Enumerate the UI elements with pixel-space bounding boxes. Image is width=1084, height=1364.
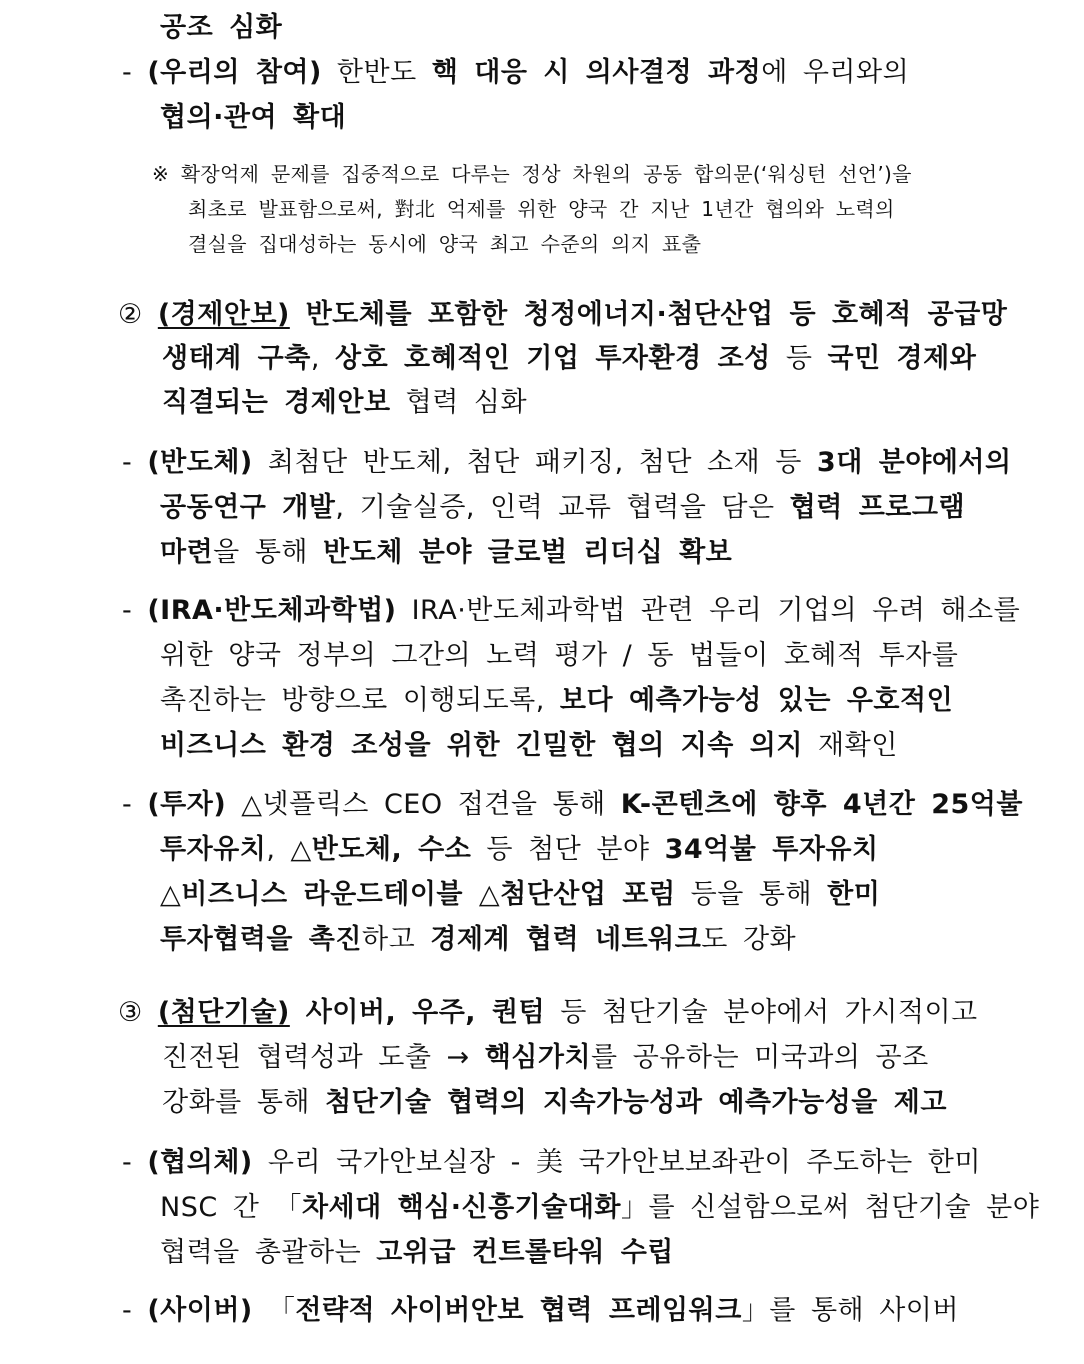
council-line-1: - (협의체) 우리 국가안보실장 - 美 국가안보보좌관이 주도하는 한미 [122,1147,981,1178]
invest-line-3: △비즈니스 라운드테이블 △첨단산업 포럼 등을 통해 한미 [160,879,881,910]
ira-dash: - [122,595,133,626]
invest-line-4: 투자협력을 촉진하고 경제계 협력 네트워크도 강화 [160,924,797,955]
participation-dash: - [122,57,133,88]
semi-heading: (반도체) [147,447,253,478]
semi-line-3: 마련을 통해 반도체 분야 글로벌 리더십 확보 [160,537,733,568]
invest-line-2: 투자유치, △반도체, 수소 등 첨단 분야 34억불 투자유치 [160,834,879,865]
note-line-2: 최초로 발표함으로써, 對北 억제를 위한 양국 간 지난 1년간 협의와 노력의 [188,197,895,221]
prev-continuation-line [160,10,282,46]
sec3-number: ③ [118,997,143,1028]
semi-line-1: - (반도체) 최첨단 반도체, 첨단 패키징, 첨단 소재 등 3대 분야에서의 [122,447,1012,478]
sec2-line-1: ② (경제안보) 반도체를 포함한 청정에너지·첨단산업 등 호혜적 공급망 [118,299,1008,330]
ira-line-2: 위한 양국 정부의 그간의 노력 평가 / 동 법들이 호혜적 투자를 [160,640,959,671]
note-line-3: 결실을 집대성하는 동시에 양국 최고 수준의 의지 표출 [188,232,702,256]
sec3-line-1: ③ (첨단기술) 사이버, 우주, 퀀텀 등 첨단기술 분야에서 가시적이고 [118,997,978,1028]
sec3-heading: (첨단기술) [157,997,290,1028]
participation-line-1: - (우리의 참여) 한반도 핵 대응 시 의사결정 과정에 우리와의 [122,57,910,88]
semi-dash: - [122,447,133,478]
cyber-heading: (사이버) [147,1295,253,1326]
sec2-line-2: 생태계 구축, 상호 호혜적인 기업 투자환경 조성 등 국민 경제와 [162,343,977,374]
ira-line-4: 비즈니스 환경 조성을 위한 긴밀한 협의 지속 의지 재확인 [160,730,898,761]
cyber-dash: - [122,1295,133,1326]
participation-line-2: 협의·관여 확대 [160,102,347,133]
invest-line-1: - (투자) △넷플릭스 CEO 접견을 통해 K-콘텐츠에 향후 4년간 25억불 [122,789,1023,820]
council-line-2: NSC 간 「차세대 핵심·신흥기술대화」를 신설함으로써 첨단기술 분야 [160,1192,1040,1223]
participation-heading: (우리의 참여) [147,57,322,88]
ira-heading: (IRA·반도체과학법) [147,595,397,626]
council-line-3: 협력을 총괄하는 고위급 컨트롤타워 수립 [160,1237,674,1268]
sec2-line-3: 직결되는 경제안보 협력 심화 [162,387,528,418]
semi-line-2: 공동연구 개발, 기술실증, 인력 교류 협력을 담은 협력 프로그램 [160,492,966,523]
invest-heading: (투자) [147,789,227,820]
sec3-line-3: 강화를 통해 첨단기술 협력의 지속가능성과 예측가능성을 제고 [162,1087,947,1118]
sec3-line-2: 진전된 협력성과 도출 → 핵심가치를 공유하는 미국과의 공조 [162,1042,929,1073]
council-dash: - [122,1147,133,1178]
council-heading: (협의체) [147,1147,253,1178]
invest-dash: - [122,789,133,820]
sec2-number: ② [118,299,143,330]
cyber-line-1: - (사이버) 「전략적 사이버안보 협력 프레임워크」를 통해 사이버 [122,1295,959,1326]
prev-continuation-text: 공조 심화 [160,12,283,43]
note-line-1: ※ 확장억제 문제를 집중적으로 다루는 정상 차원의 공동 합의문(‘워싱턴 선언’)을 [152,162,912,186]
sec2-heading: (경제안보) [157,299,290,330]
note-mark: ※ [152,162,170,186]
ira-line-1: - (IRA·반도체과학법) IRA·반도체과학법 관련 우리 기업의 우려 해소를 [122,595,1021,626]
ira-line-3: 촉진하는 방향으로 이행되도록, 보다 예측가능성 있는 우호적인 [160,685,954,716]
